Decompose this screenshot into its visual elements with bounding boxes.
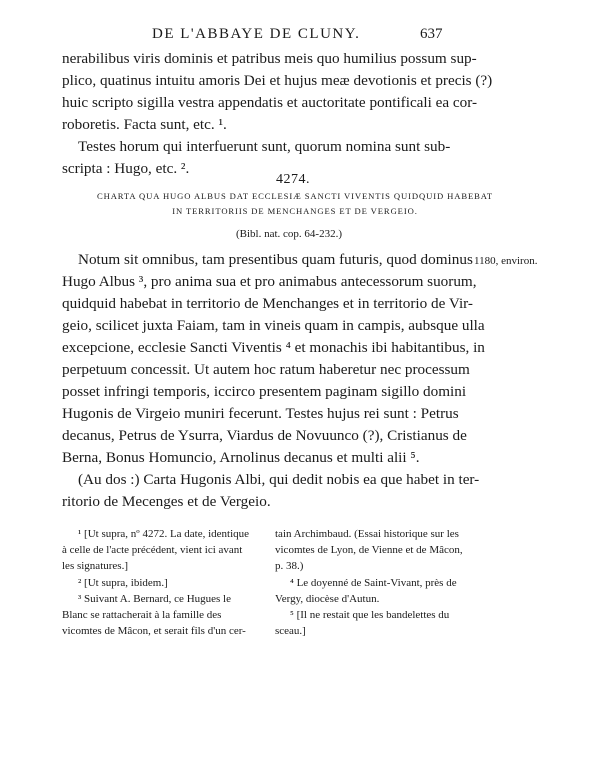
running-title: DE L'ABBAYE DE CLUNY. xyxy=(152,26,361,42)
charter-line-10: Berna, Bonus Homuncio, Arnolinus decanus et multi alii ⁵. xyxy=(62,449,420,466)
charter-line-2: Hugo Albus ³, pro anima sua et pro animabus antecessorum suorum, xyxy=(62,273,477,290)
footnote-left-line-1: ¹ [Ut supra, nº 4272. La date, identique xyxy=(78,528,250,540)
footnote-right-line-7: sceau.] xyxy=(275,625,306,637)
footnote-left-line-4: ² [Ut supra, ibidem.] xyxy=(78,577,168,589)
preceding-line-4: roboretis. Facta sunt, etc. ¹. xyxy=(62,116,227,133)
footnote-right-line-6: ⁵ [Il ne restait que les bandelettes du xyxy=(290,609,450,621)
page-number: 637 xyxy=(420,26,443,42)
charter-line-9: decanus, Petrus de Ysurra, Viardus de Novuunco (?), Cristianus de xyxy=(62,427,467,444)
dorse-line-2: ritorio de Mecenges et de Vergeio. xyxy=(62,493,271,510)
preceding-line-3: huic scripto sigilla vestra appendatis et auctoritate pontificali ea cor- xyxy=(62,94,478,111)
footnote-left-line-2: à celle de l'acte précédent, vient ici avant xyxy=(62,544,243,556)
preceding-line-2: plico, quatinus intuitu amoris Dei et hujus meæ devotionis et precis (?) xyxy=(62,72,493,89)
footnote-right-line-1: tain Archimbaud. (Essai historique sur les xyxy=(275,528,459,540)
charter-number: 4274. xyxy=(276,172,310,187)
charter-caption-line-2: IN TERRITORIIS DE MENCHANGES ET DE VERGEIO. xyxy=(172,206,418,216)
footnote-left-line-7: vicomtes de Mâcon, et serait fils d'un cer- xyxy=(62,625,246,637)
footnote-left-line-5: ³ Suivant A. Bernard, ce Hugues le xyxy=(78,593,231,605)
charter-line-6: perpetuum concessit. Ut autem hoc ratum haberetur nec processum xyxy=(62,361,470,378)
charter-line-7: posset infringi temporis, iccirco presentem paginam sigillo domini xyxy=(62,383,467,400)
charter-caption-line-1: CHARTA QUA HUGO ALBUS DAT ECCLESIÆ SANCTI VIVENTIS QUIDQUID HABEBAT xyxy=(96,191,494,201)
charter-line-3: quidquid habebat in territorio de Menchanges et in territorio de Vir- xyxy=(62,295,473,312)
footnote-right-line-4: ⁴ Le doyenné de Saint-Vivant, près de xyxy=(290,577,457,589)
witness-line-1: Testes horum qui interfuerunt sunt, quorum nomina sunt sub- xyxy=(78,138,451,155)
preceding-line-1: nerabilibus viris dominis et patribus meis quo humilius possum sup- xyxy=(62,50,477,67)
charter-line-5: excepcione, ecclesie Sancti Viventis ⁴ et monachis ibi habitantibus, in xyxy=(62,339,485,356)
margin-date: 1180, environ. xyxy=(474,255,538,267)
charter-line-4: geio, scilicet juxta Faiam, tam in vineis quam in campis, aubsque ulla xyxy=(62,317,485,334)
footnote-left-line-3: les signatures.] xyxy=(62,560,128,572)
charter-line-1: Notum sit omnibus, tam presentibus quam futuris, quod dominus xyxy=(78,251,473,268)
charter-line-8: Hugonis de Virgeio muniri fecerunt. Testes hujus rei sunt : Petrus xyxy=(62,405,459,422)
footnote-right-line-5: Vergy, diocèse d'Autun. xyxy=(275,593,380,605)
footnote-left-line-6: Blanc se rattacherait à la famille des xyxy=(62,609,222,621)
footnote-right-line-2: vicomtes de Lyon, de Vienne et de Mâcon, xyxy=(275,544,463,556)
witness-line-2: scripta : Hugo, etc. ². xyxy=(62,160,190,177)
charter-source: (Bibl. nat. cop. 64-232.) xyxy=(236,228,343,240)
dorse-line-1: (Au dos :) Carta Hugonis Albi, qui dedit nobis ea que habet in ter- xyxy=(78,471,480,488)
footnote-right-line-3: p. 38.) xyxy=(275,560,304,572)
